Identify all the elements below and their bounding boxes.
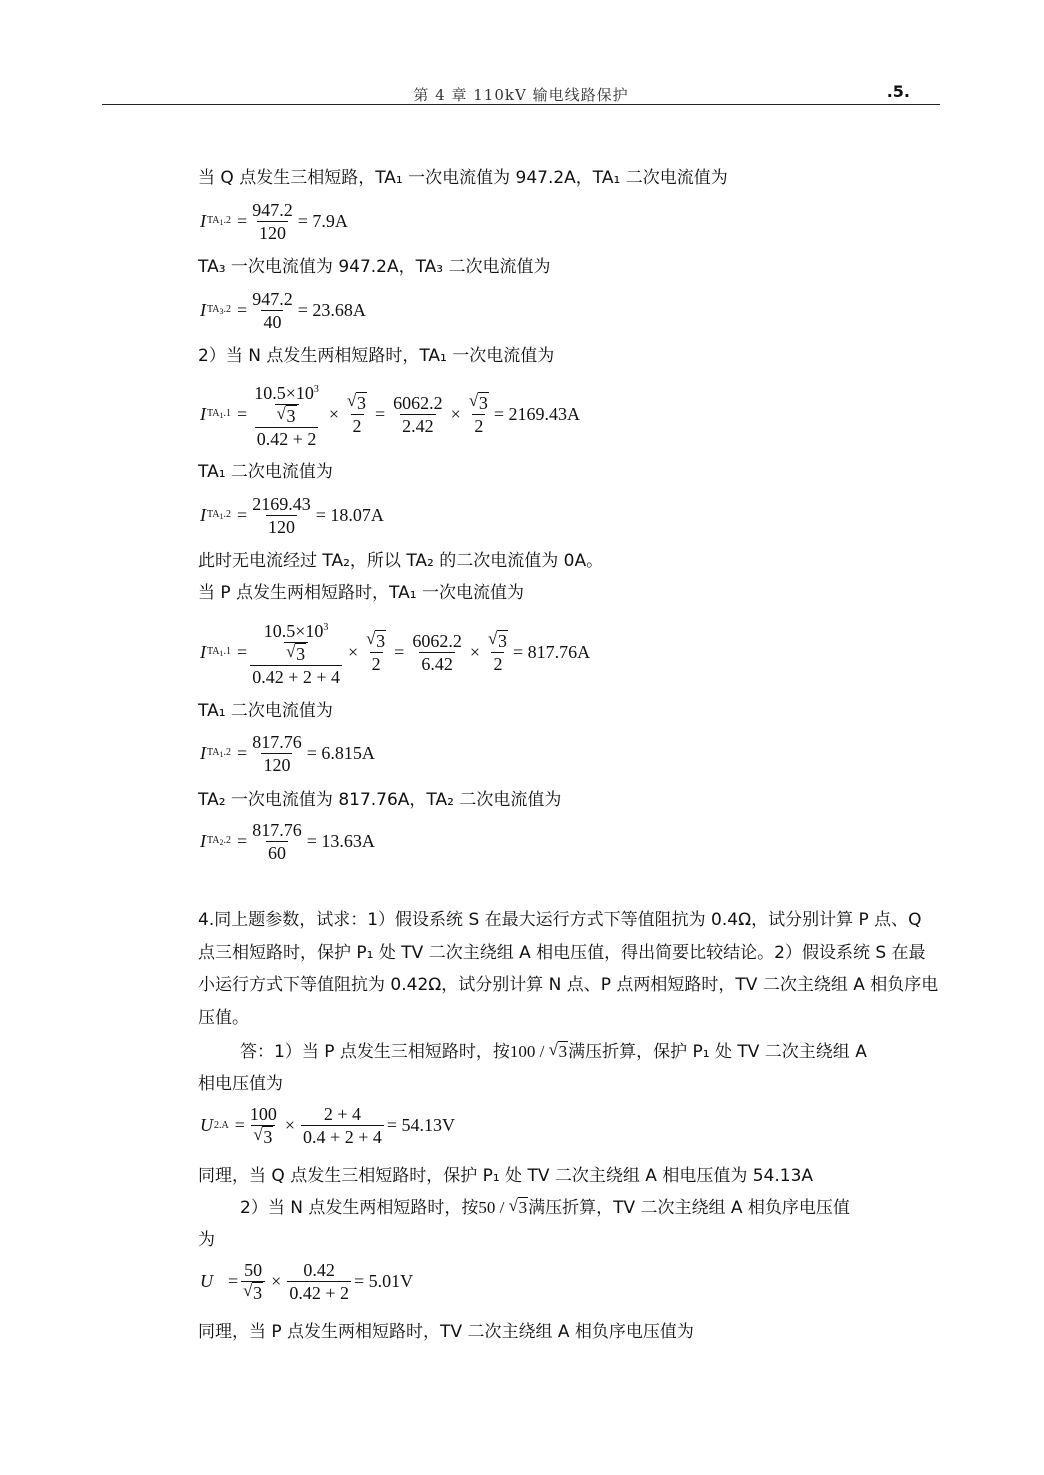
text-line: 当 Q 点发生三相短路，TA₁ 一次电流值为 947.2A，TA₁ 二次电流值为 <box>198 168 728 188</box>
text-line: TA₂ 一次电流值为 817.76A，TA₂ 二次电流值为 <box>198 790 562 810</box>
equation-9: U = 50 √ 3 × $\frac{0.42}{0.42 + 2}$ = 5.01V <box>200 1258 413 1304</box>
equation-6: I $TA_1.2$ = $\frac{817.76}{120}$ = 6.815A <box>200 731 375 775</box>
text-line: 同理，当 P 点发生两相短路时，TV 二次主绕组 A 相负序电压值为 <box>198 1322 694 1342</box>
text-line: 此时无电流经过 TA₂，所以 TA₂ 的二次电流值为 0A。 <box>198 551 604 571</box>
equation-1: I $TA_1.2$ = $\frac{947.2}{120}$ = 7.9A <box>200 199 348 243</box>
text-line: 相电压值为 <box>198 1074 283 1094</box>
text-line: TA₁ 二次电流值为 <box>198 701 333 721</box>
text-line: 当 P 点发生两相短路时，TA₁ 一次电流值为 <box>198 583 524 603</box>
equation-3: I $TA_1.1$ = $10.5\times 10^3$ √ 3 0.42 + 2 × √ $\frac{3}{2}$ = $\frac{6062.2}{2.42}$ × √ $\frac{3}{2}$ = 2169.43A <box>200 374 580 454</box>
equation-4: I $TA_1.2$ = $\frac{2169.43}{120}$ = 18.07A <box>200 493 384 537</box>
equation-5: I $TA_1.1$ = $10.5\times 10^3$ √ 3 0.42 + 2 + 4 × √ $\frac{3}{2}$ = $\frac{6062.2}{6.42}$ × √ $\frac{3}{2}$ = 817.76A <box>200 612 590 692</box>
text-line: 2）当 N 点发生两相短路时，TA₁ 一次电流值为 <box>198 346 555 366</box>
equation-2: I $TA_3.2$ = $\frac{947.2}{40}$ = 23.68A <box>200 288 366 332</box>
answer-line-1: 答：1）当 P 点发生三相短路时，按100 / √ 3满压折算，保护 P₁ 处 TV 二次主绕组 A <box>240 1040 867 1064</box>
chapter-title: 第 4 章 110kV 输电线路保护 <box>413 86 629 104</box>
equation-7: I $TA_2.2$ = $\frac{817.76}{60}$ = 13.63A <box>200 819 375 863</box>
page-number: .5. <box>886 82 910 101</box>
question-4: 4.同上题参数，试求：1）假设系统 S 在最大运行方式下等值阻抗为 0.4Ω，试分别计算 P 点、Q 点三相短路时，保护 P₁ 处 TV 二次主绕组 A 相电压值，得出简要比较结论。2）假设系统 S 在最小运行方式下等值阻抗为 0.42Ω，试分别计算 N 点、P 点两相短路时，TV 二次主绕组 A 相负序电压值。 <box>198 910 939 1028</box>
page-header <box>102 84 940 105</box>
answer-line-2: 2）当 N 点发生两相短路时，按50 / √ 3满压折算，TV 二次主绕组 A 相负序电压值 <box>240 1196 850 1220</box>
text-line: TA₁ 二次电流值为 <box>198 462 333 482</box>
text-line: TA₃ 一次电流值为 947.2A，TA₃ 二次电流值为 <box>198 257 551 277</box>
text-line: 同理，当 Q 点发生三相短路时，保护 P₁ 处 TV 二次主绕组 A 相电压值为 54.13A <box>198 1166 814 1186</box>
equation-8: U 2.A = 100 √ 3 × $\frac{2 + 4}{0.4 + 2 + 4}$ = 54.13V <box>200 1102 455 1148</box>
text-line: 为 <box>198 1230 215 1250</box>
